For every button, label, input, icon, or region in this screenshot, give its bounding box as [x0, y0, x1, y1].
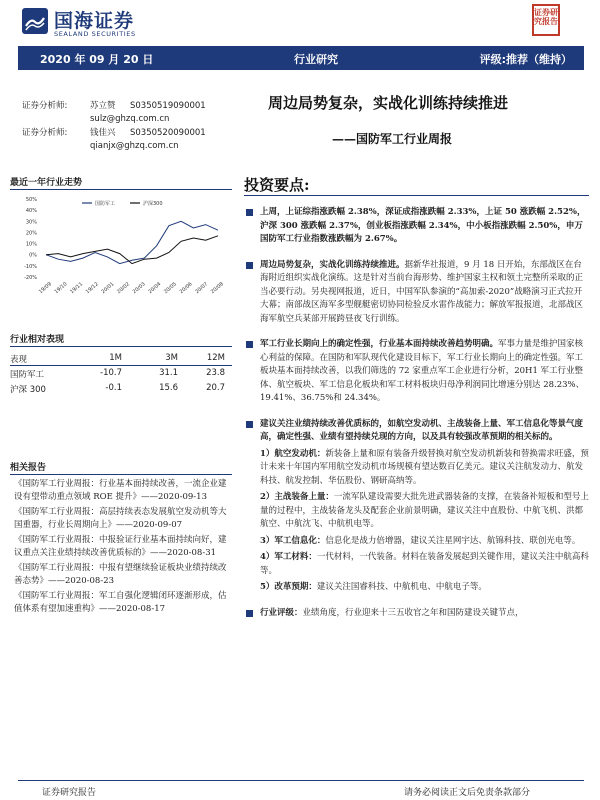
page-title: 周边局势复杂，实战化训练持续推进: [268, 94, 509, 112]
related-reports-list: [14, 478, 232, 618]
table-header-cell: 3M: [165, 353, 178, 363]
analyst-role: 证券分析师:: [22, 101, 68, 111]
sub-point-text: 一代材料，一代装备。材料在装备发展起到关键作用，建议关注中航高科等。: [260, 552, 589, 576]
sealand-logo-icon: [22, 8, 48, 34]
table-row: [10, 381, 232, 396]
x-tick-label: 20/01: [100, 281, 116, 296]
analyst-name: 苏立赞: [90, 101, 116, 111]
divider: [244, 195, 589, 196]
table-cell: 23.8: [206, 368, 225, 378]
legend-label: 国防军工: [95, 201, 116, 207]
bullet-icon: [246, 209, 253, 216]
invest-points-title: 投资要点:: [244, 176, 310, 194]
table-header-row: [10, 351, 232, 366]
x-tick-label: 20/05: [162, 281, 178, 296]
point-heading: 行业评级：: [260, 607, 303, 618]
perf-section-title: 行业相对表现: [10, 335, 65, 345]
x-tick-label: 20/08: [209, 281, 225, 296]
report-date: 2020 年 09 月 20 日: [40, 53, 154, 66]
x-tick-label: 20/03: [131, 281, 147, 296]
y-tick-label: 10%: [25, 241, 37, 248]
point-text: 据新华社报道，9 月 18 日开始，东部战区在台海附近组织实战化演练。这是针对当前台海形势、维护国家主权和领土完整所采取的正当必要行动。另央视网报道，近日，中国军队参演的“高加索-2020”战略演习正式拉开大幕；南部战区海军多型舰艇密切协同检验反水雷作战能力；解放军报报道，北部战区海军航空兵某部开展跨昼夜飞行训练。: [260, 259, 584, 324]
invest-points: [244, 206, 589, 632]
logo-chinese-name: 国海证券: [54, 10, 135, 32]
y-tick-label: 0%: [29, 252, 37, 259]
x-tick-label: 19/10: [53, 281, 69, 296]
table-cell: 15.6: [159, 383, 178, 393]
table-cell: 31.1: [159, 368, 178, 378]
sub-point: [260, 581, 589, 595]
x-tick-label: 20/06: [178, 281, 194, 296]
header-bar: [18, 46, 584, 70]
performance-table: [10, 351, 232, 396]
point-paragraph: [244, 206, 589, 247]
divider: [10, 474, 232, 475]
y-tick-label: -10%: [24, 263, 37, 270]
point-text: 上周，上证综指涨跌幅 2.38%，深证成指涨跌幅 2.33%，上证 50 涨跌幅 2.52%，沪深 300 涨跌幅 2.37%，创业板指涨跌幅 2.34%，中小板指涨跌幅 2.50%，申万国防军工行业指数涨跌幅为 2.67%。: [260, 207, 586, 244]
y-tick-label: 40%: [25, 208, 37, 215]
analyst-email[interactable]: qianjx@ghzq.com.cn: [90, 141, 179, 151]
x-tick-label: 20/04: [147, 281, 163, 296]
footer-divider: [18, 780, 584, 781]
table-header-cell: 表现: [10, 355, 28, 365]
bullet-icon: [246, 262, 253, 269]
y-tick-label: 20%: [25, 230, 37, 237]
table-cell: 20.7: [206, 383, 225, 393]
point-heading: 建议关注业绩持续改善优质标的，如航空发动机、主战装备上量、军工信息化等景气度高，确定性强、业绩有望持续兑现的方向，以及具有较强改革预期的相关标的。: [260, 418, 584, 442]
y-tick-label: 30%: [25, 219, 37, 226]
point-paragraph: [244, 418, 589, 595]
series-line: [46, 221, 218, 263]
y-tick-label: 50%: [25, 197, 37, 203]
analyst-role: 证券分析师:: [22, 128, 68, 138]
table-cell: -0.1: [105, 383, 122, 393]
table-cell: 国防军工: [10, 370, 45, 380]
related-report-link[interactable]: 《国防军工行业周报：军工自强化逻辑闭环逐渐形成，估值体系有望加速重构》——2020-08-17: [14, 591, 227, 614]
point-text: 军事力量是维护国家核心利益的保障。在国防和军队现代化建设目标下，军工行业长期向上的确定性强。军工板块基本面持续改善，以我们筛选的 72 家重点军工企业进行分析，20H1 军工行业整体、航空板块、军工信息化板块和军工材料板块归母净利润同比增速分别达 28.23%、19.41%、36.75%和 24.34%。: [260, 339, 585, 403]
point-paragraph: [244, 338, 589, 406]
table-cell: -10.7: [100, 368, 122, 378]
footer-label: 证券研究报告: [42, 788, 97, 798]
sub-point-heading: 4）军工材料：: [260, 552, 317, 562]
report-type: 行业研究: [294, 53, 338, 66]
point-text: 业绩角度，行业迎来十三五收官之年和国防建设关键节点，: [302, 607, 524, 618]
sub-point-text: 建议关注国睿科技、中航机电、中航电子等。: [316, 582, 487, 592]
sub-point-heading: 3）军工信息化：: [260, 535, 326, 546]
sub-point-heading: 2）主战装备上量：: [260, 492, 334, 502]
legend-label: 沪深300: [143, 201, 163, 207]
x-tick-label: 19/09: [37, 281, 53, 296]
industry-trend-chart: [10, 193, 232, 311]
related-report-link[interactable]: 《国防军工行业周报：中报验证行业基本面持续向好，建议重点关注业绩持续改善优质标的》——2020-08-31: [14, 535, 227, 558]
series-line: [46, 236, 218, 264]
table-cell: 沪深 300: [10, 385, 46, 395]
table-header-cell: 1M: [109, 353, 122, 363]
related-report-link[interactable]: 《国防军工行业周报：行业基本面持续改善，一流企业建设有望带动重点领域 ROE 提升》——2020-09-13: [14, 479, 227, 502]
analyst-name: 钱佳兴: [90, 128, 116, 138]
x-tick-label: 20/02: [116, 281, 131, 296]
x-tick-label: 19/11: [69, 281, 85, 296]
bullet-icon: [246, 341, 253, 348]
sub-point: [260, 551, 589, 578]
analyst-cert: S0350519090001: [130, 101, 206, 111]
table-header-cell: 12M: [206, 353, 225, 363]
point-heading: 军工行业长期向上的确定性强，行业基本面持续改善趋势明确。: [260, 339, 499, 349]
y-tick-label: -20%: [24, 275, 37, 281]
chart-section-title: 最近一年行业走势: [10, 178, 83, 188]
table-row: [10, 366, 232, 381]
footer-disclaimer: 请务必阅读正文后免责条款部分: [404, 788, 531, 798]
point-paragraph: [244, 607, 589, 621]
related-section-title: 相关报告: [10, 463, 47, 473]
sub-point: [260, 491, 589, 532]
sub-point: [260, 448, 589, 489]
bullet-icon: [246, 421, 253, 428]
point-paragraph: [244, 259, 589, 327]
analyst-email[interactable]: sulz@ghzq.com.cn: [90, 114, 170, 124]
analyst-cert: S0350520090001: [130, 128, 206, 138]
divider: [10, 346, 232, 347]
company-logo: [22, 6, 202, 40]
logo-english-name: SEALAND SECURITIES: [54, 30, 136, 38]
x-tick-label: 19/12: [84, 281, 100, 296]
page-subtitle: ——国防军工行业周报: [332, 132, 453, 146]
divider: [10, 189, 232, 190]
bullet-icon: [246, 610, 253, 617]
sub-point-heading: 5）改革预期：: [260, 582, 317, 592]
related-report-link[interactable]: 《国防军工行业周报：高层持续表态发展航空发动机等大国重器，行业长周期向上》——2020-09-07: [14, 507, 227, 530]
x-tick-label: 20/07: [194, 281, 210, 296]
report-rating: 评级:推荐（维持）: [479, 53, 572, 66]
sub-point-text: 新装备上量和原有装备升级替换对航空发动机新装和替换需求旺盛，预计未来十年国内军用航空发动机市场规模有望达数百亿美元。建议关注航发动力、航发科技、航发控制、华伍股份、钢研高纳等。: [260, 448, 589, 486]
sub-point-text: 一流军队建设需要大批先进武器装备的支撑，在装备补短板和型号上量的过程中，主战装备龙头及配套企业前景明确，建议关注中直股份、中航飞机、洪都航空、中航沈飞、中航机电等。: [260, 492, 589, 529]
related-report-link[interactable]: 《国防军工行业周报：中报有望继续验证板块业绩持续改善态势》——2020-08-23: [14, 563, 227, 586]
point-heading: 周边局势复杂，实战化训练持续推进。: [260, 259, 405, 270]
report-seal-stamp: 证券研究报告: [532, 4, 560, 36]
sub-point-text: 信息化是战力倍增器，建议关注星网宇达、航锦科技、联创光电等。: [325, 535, 581, 546]
sub-point-heading: 1）航空发动机：: [260, 448, 326, 459]
sub-point: [260, 535, 589, 549]
